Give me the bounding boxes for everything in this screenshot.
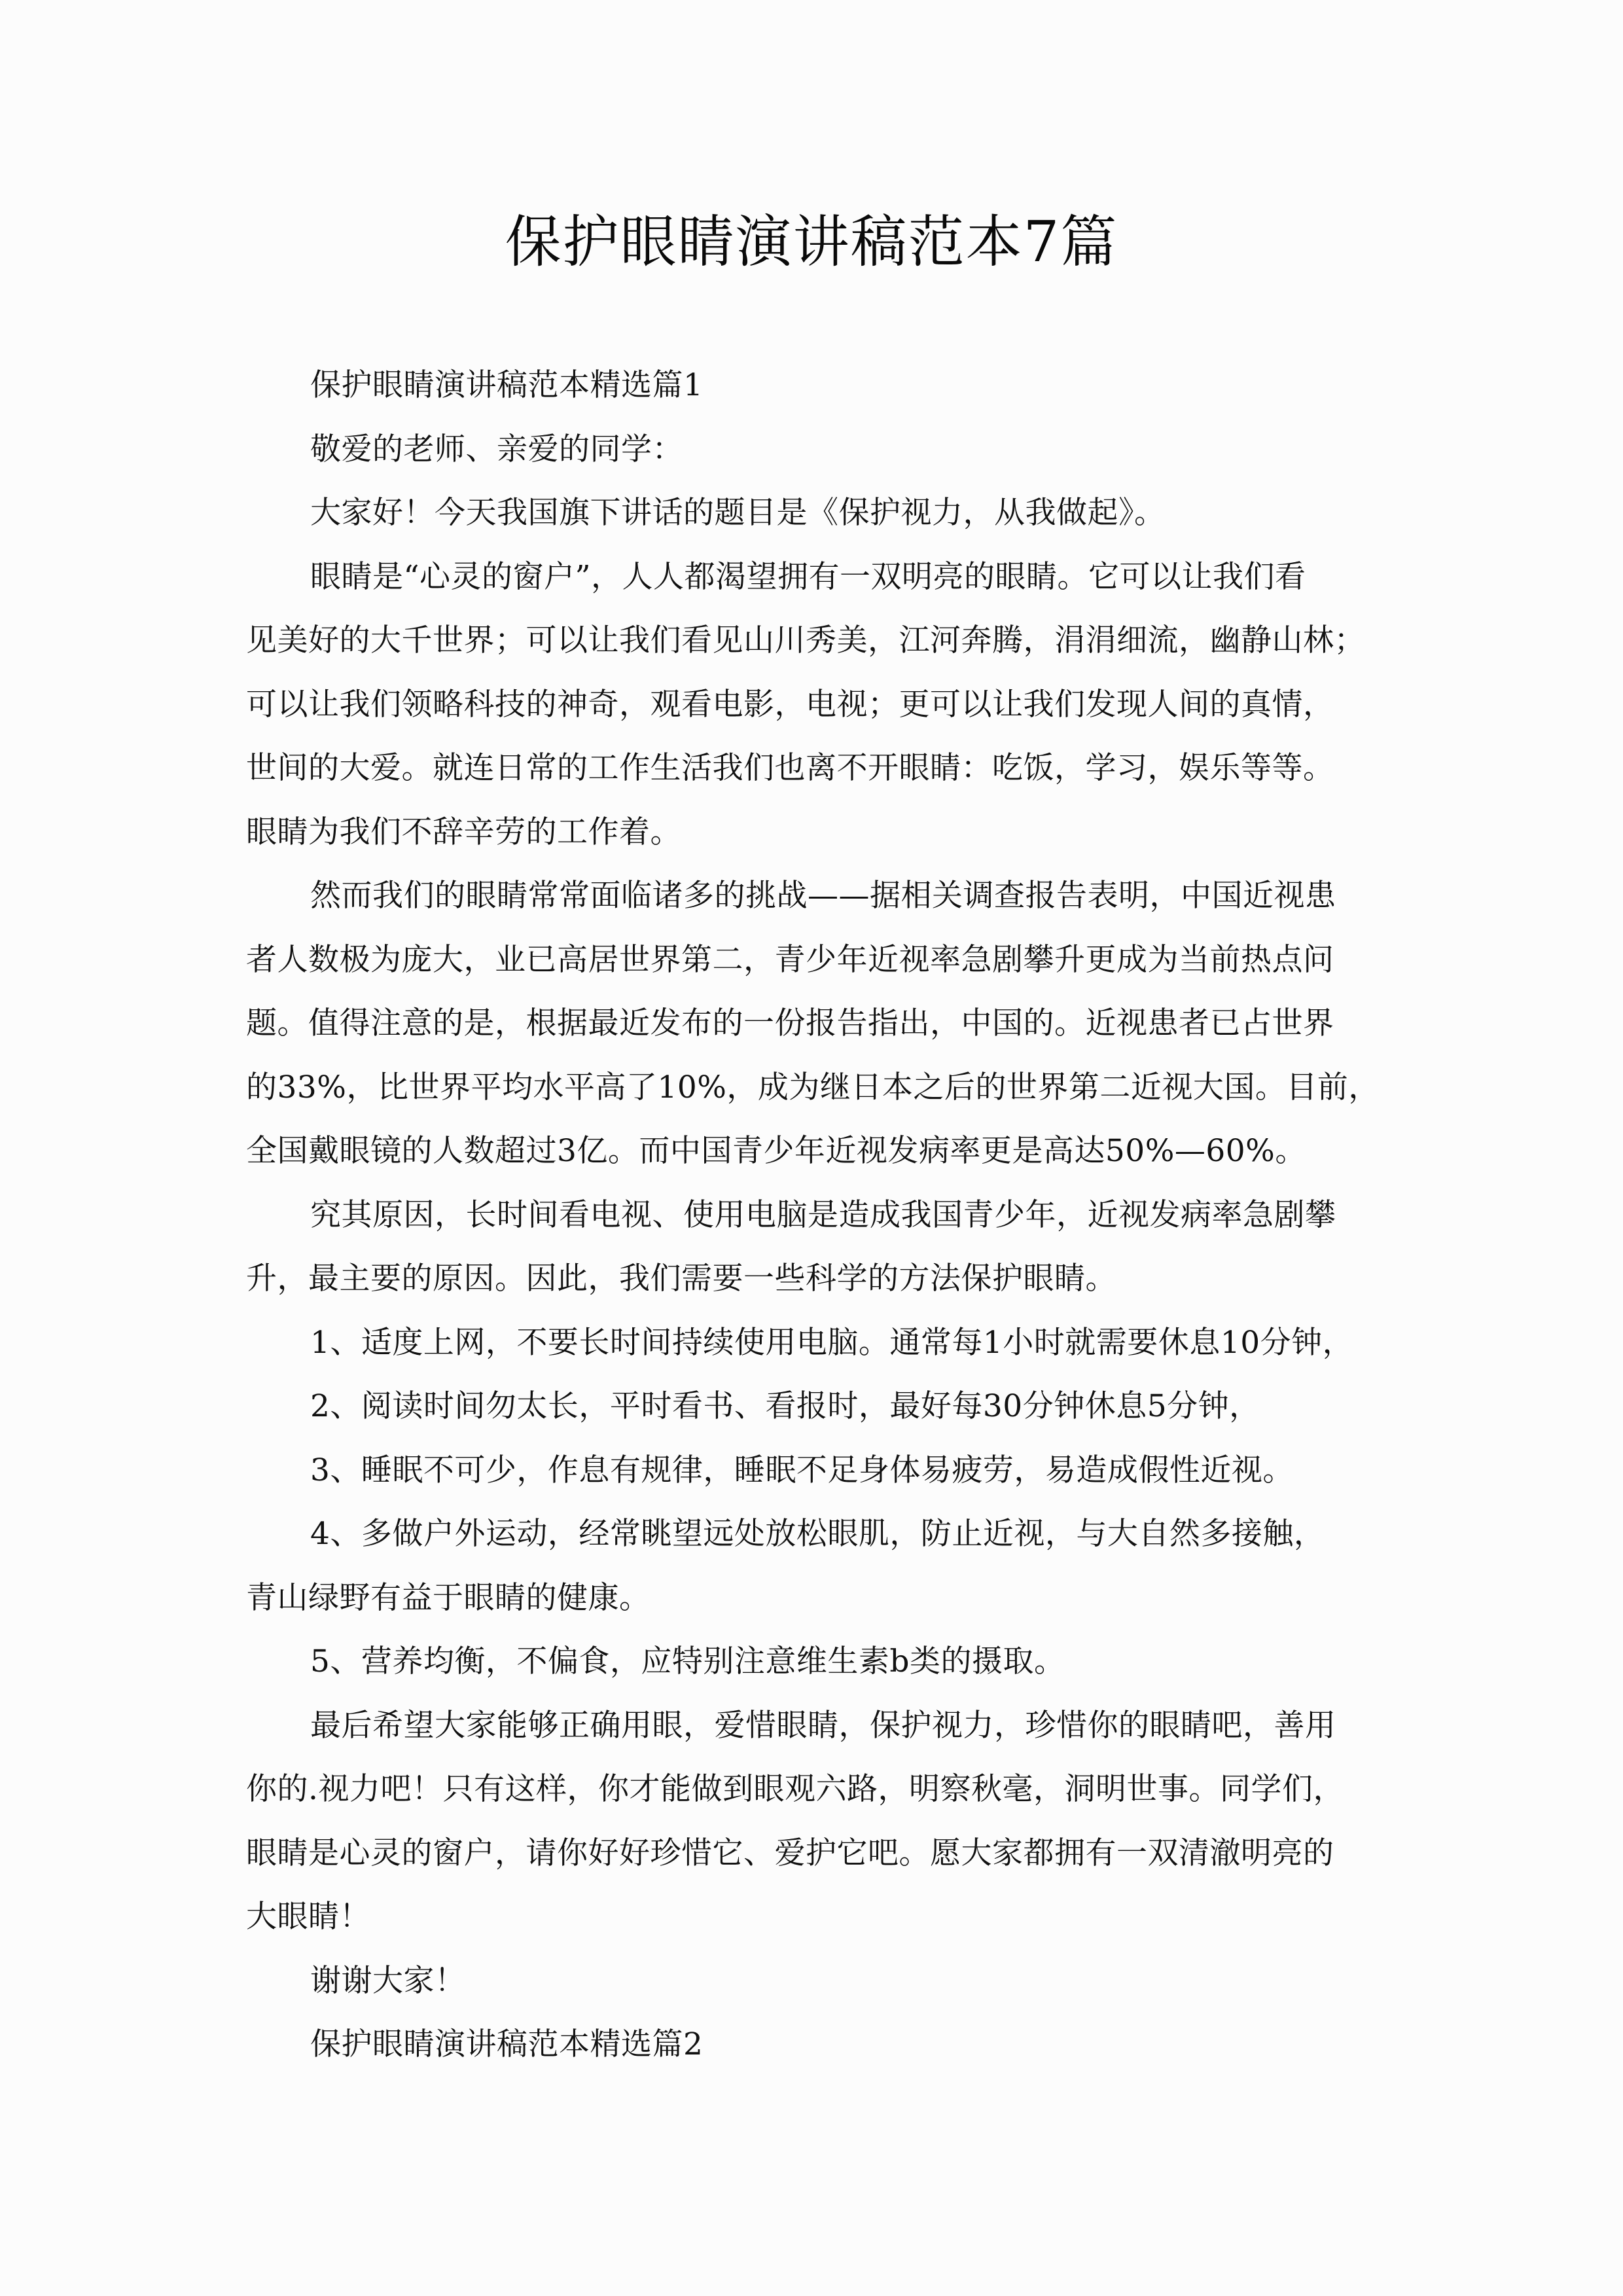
paragraph-line: 世间的大爱。就连日常的工作生活我们也离不开眼睛：吃饭，学习，娱乐等等。 xyxy=(246,750,1334,786)
paragraph-line: 眼睛是心灵的窗户，请你好好珍惜它、爱护它吧。愿大家都拥有一双清澈明亮的 xyxy=(246,1835,1334,1871)
list-item-4: 4、多做户外运动，经常眺望远处放松眼肌，防止近视，与大自然多接触， xyxy=(310,1516,1325,1552)
document-body xyxy=(246,353,1398,2077)
paragraph-line: 题。值得注意的是，根据最近发布的一份报告指出，中国的。近视患者已占世界 xyxy=(246,1005,1334,1041)
list-item-4-continued: 青山绿野有益于眼睛的健康。 xyxy=(246,1579,651,1616)
paragraph-line: 大眼睛！ xyxy=(246,1899,370,1935)
list-item-1: 1、适度上网，不要长时间持续使用电脑。通常每1小时就需要休息10分钟， xyxy=(310,1324,1354,1361)
paragraph-line: 眼睛是“心灵的窗户”，人人都渴望拥有一双明亮的眼睛。它可以让我们看 xyxy=(310,558,1306,595)
paragraph-line: 你的.视力吧！只有这样，你才能做到眼观六路，明察秋毫，洞明世事。同学们， xyxy=(246,1771,1344,1807)
paragraph-line: 最后希望大家能够正确用眼，爱惜眼睛，保护视力，珍惜你的眼睛吧，善用 xyxy=(310,1707,1336,1744)
paragraph-line: 可以让我们领略科技的神奇，观看电影，电视；更可以让我们发现人间的真情， xyxy=(246,686,1334,723)
closing-thanks: 谢谢大家！ xyxy=(310,1962,466,1999)
paragraph-line: 者人数极为庞大，业已高居世界第二，青少年近视率急剧攀升更成为当前热点问 xyxy=(246,941,1334,978)
paragraph-line: 眼睛为我们不辞辛劳的工作着。 xyxy=(246,814,681,850)
list-item-3: 3、睡眠不可少，作息有规律，睡眠不足身体易疲劳，易造成假性近视。 xyxy=(310,1452,1294,1488)
greeting-line: 大家好！今天我国旗下讲话的题目是《保护视力，从我做起》。 xyxy=(310,495,1166,531)
paragraph-line: 然而我们的眼睛常常面临诸多的挑战——据相关调查报告表明，中国近视患 xyxy=(310,878,1336,914)
paragraph-line: 全国戴眼镜的人数超过3亿。而中国青少年近视发病率更是高达50%—60%。 xyxy=(246,1133,1306,1169)
paragraph-line: 究其原因，长时间看电视、使用电脑是造成我国青少年，近视发病率急剧攀 xyxy=(310,1196,1336,1233)
document-title: 保护眼睛演讲稿范本7篇 xyxy=(505,209,1118,275)
section-heading-1: 保护眼睛演讲稿范本精选篇1 xyxy=(310,367,704,403)
paragraph-line: 见美好的大千世界；可以让我们看见山川秀美，江河奔腾，涓涓细流，幽静山林； xyxy=(246,622,1365,658)
paragraph-line: 升，最主要的原因。因此，我们需要一些科学的方法保护眼睛。 xyxy=(246,1261,1116,1297)
list-item-2: 2、阅读时间勿太长，平时看书、看报时，最好每30分钟休息5分钟， xyxy=(310,1388,1260,1424)
section-heading-2: 保护眼睛演讲稿范本精选篇2 xyxy=(310,2026,704,2062)
salutation: 敬爱的老师、亲爱的同学： xyxy=(310,431,683,467)
paragraph-line: 的33%，比世界平均水平高了10%，成为继日本之后的世界第二近视大国。目前， xyxy=(246,1069,1380,1105)
list-item-5: 5、营养均衡，不偏食，应特别注意维生素b类的摄取。 xyxy=(310,1643,1065,1679)
